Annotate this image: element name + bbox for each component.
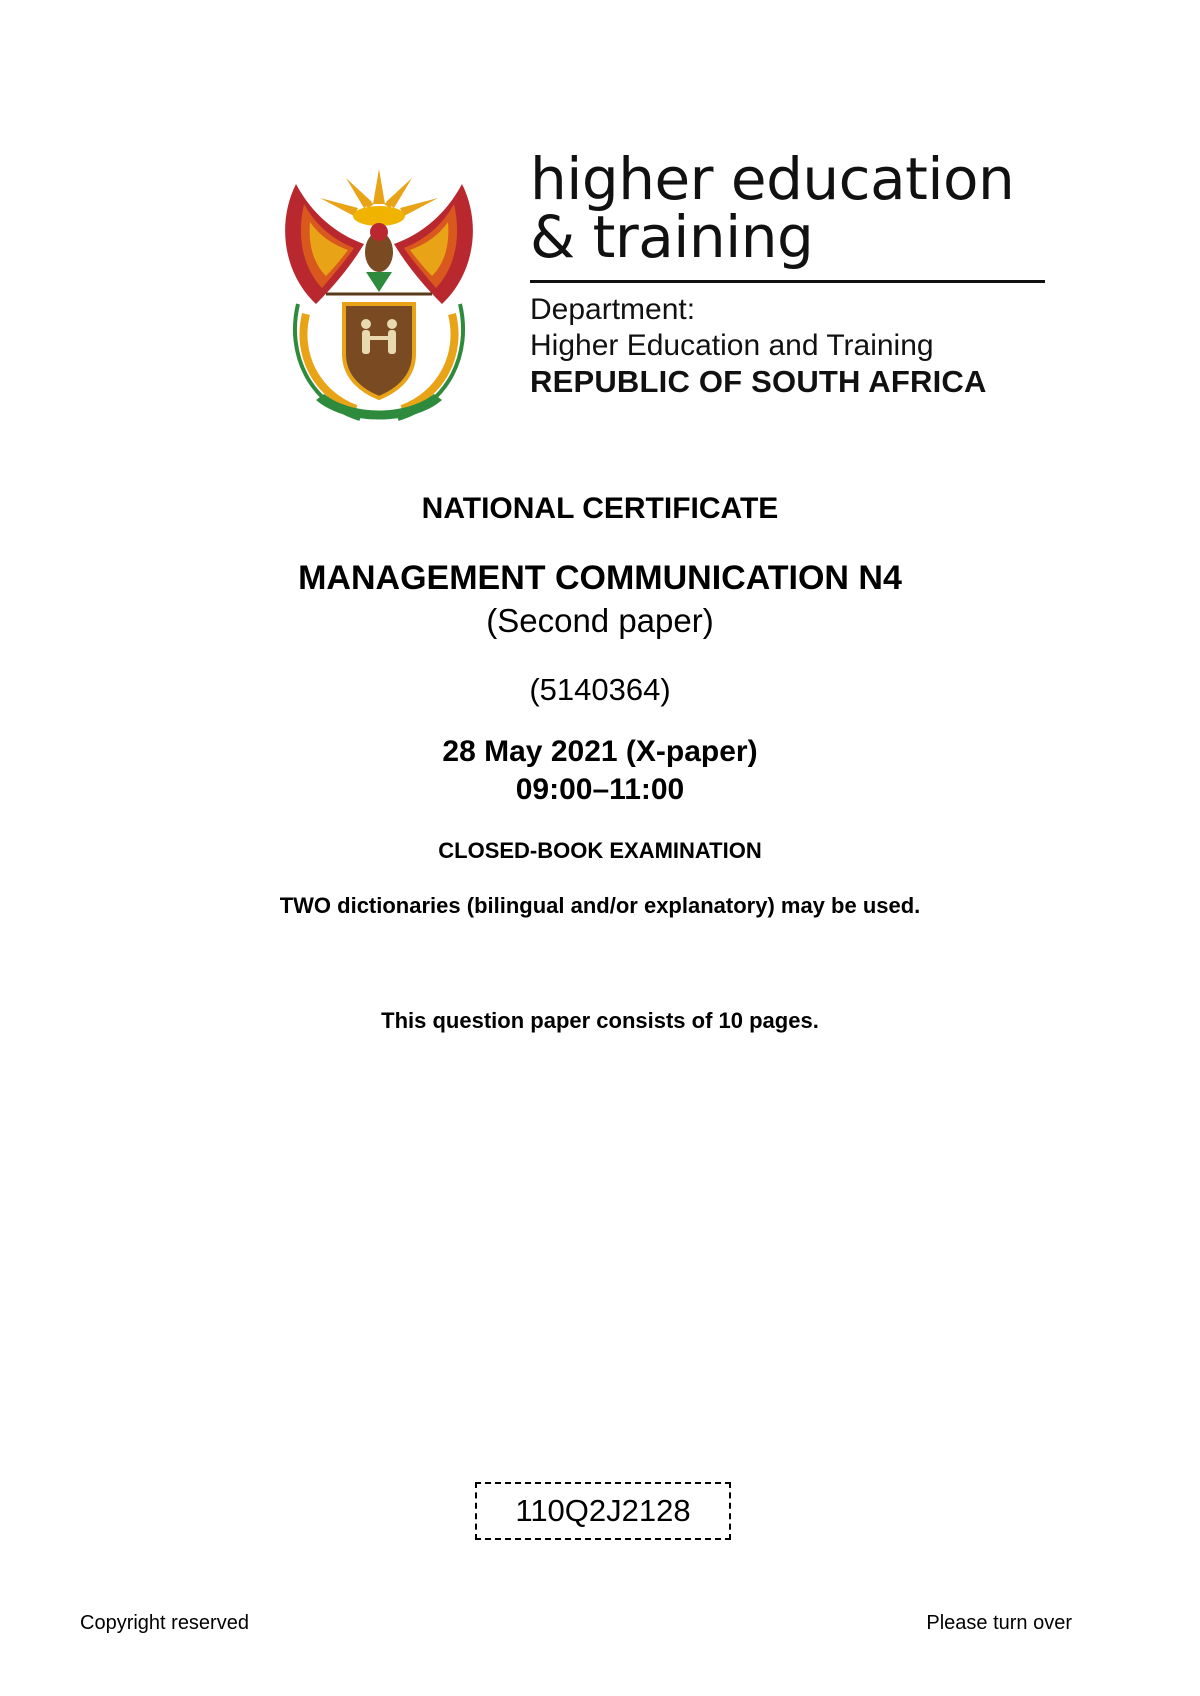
subject-title: MANAGEMENT COMMUNICATION N4 xyxy=(298,559,902,597)
subject-code: (5140364) xyxy=(529,672,671,707)
coat-of-arms-icon xyxy=(276,164,482,426)
brand-divider xyxy=(530,280,1045,283)
exam-date: 28 May 2021 (X-paper) xyxy=(442,735,758,768)
footer-copyright: Copyright reserved xyxy=(80,1612,249,1634)
department-brand xyxy=(530,145,1050,399)
brand-line-1: higher education xyxy=(530,145,1015,213)
department-label: Department: xyxy=(530,293,696,326)
certificate-heading: NATIONAL CERTIFICATE xyxy=(421,492,779,525)
exam-time: 09:00–11:00 xyxy=(515,773,685,806)
brand-line-2: & training xyxy=(530,203,814,271)
dictionary-note: TWO dictionaries (bilingual and/or explanatory) may be used. xyxy=(279,893,921,918)
paper-code-box: 110Q2J2128 xyxy=(475,1482,731,1540)
country-name: REPUBLIC OF SOUTH AFRICA xyxy=(530,364,987,399)
department-name xyxy=(530,292,1050,400)
department-title: Higher Education and Training xyxy=(530,329,934,362)
paper-number: (Second paper) xyxy=(486,602,714,639)
footer-turn-over: Please turn over xyxy=(926,1612,1072,1634)
exam-type: CLOSED-BOOK EXAMINATION xyxy=(438,838,762,863)
page-count-note: This question paper consists of 10 pages. xyxy=(381,1008,819,1033)
